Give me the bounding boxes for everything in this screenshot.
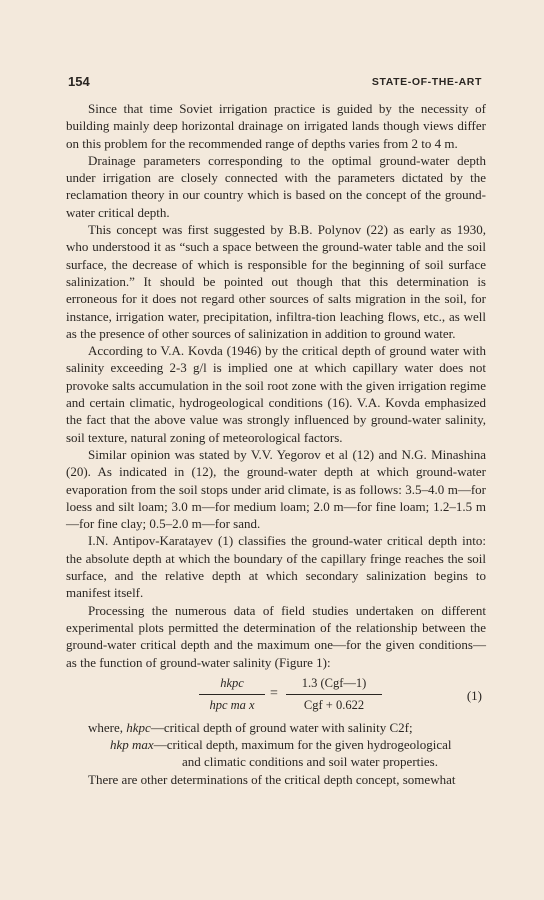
where-line: [66, 719, 486, 736]
where-continuation: and climatic conditions and soil water properties.: [182, 754, 438, 770]
lhs-numerator: hkpc: [199, 675, 265, 695]
where-definition: —critical depth, maximum for the given hydrogeological: [153, 737, 452, 753]
paragraph: This concept was first suggested by B.B. Polynov (22) as early as 1930, who understood it as “such a space between the ground-water table and the soil surface, the decrease of which is responsible for the beginning of soil surface salinization.” It should be pointed out though that this determination is erroneous for it does not regard other sources of salts migration in the soil, for instance, irrigation water, precipitation, infiltra-tion leaching flows, etc., as well as the presence of other sources of salinization in addition to ground water.: [66, 222, 486, 341]
paragraph: Since that time Soviet irrigation practice is guided by the necessity of building mainly deep horizontal drainage on irrigated lands though views differ on this problem for the recommended range of depths varies from 2 to 4 m.: [66, 101, 486, 151]
paragraph: Drainage parameters corresponding to the optimal ground-water depth under irrigation are closely connected with the parameters dictated by the reclamation theory in our country which is based on the concept of the ground-water critical depth.: [66, 152, 486, 220]
where-definition: —critical depth of ground water with salinity C2f;: [150, 719, 413, 735]
paragraph: I.N. Antipov-Karatayev (1) classifies the ground-water critical depth into: the absolute depth at which the boundary of the capillary fringe reaches the soil surface, and the relative depth at which secondary salinization begins to manifest itself.: [66, 533, 486, 601]
where-symbol: hkp max: [110, 737, 154, 753]
where-prefix: where,: [88, 719, 124, 735]
paragraph: Similar opinion was stated by V.V. Yegorov et al (12) and N.G. Minashina (20). As indicated in (12), the ground-water depth at which ground-water evaporation from the soil stops under arid climate, is as follows: 3.5–4.0 m—for loess and silt loam; 3.0 m—for medium loam; 2.0 m—for fine loam; 1.2–1.5 m—for fine clay; 0.5–2.0 m—for sand.: [66, 446, 486, 532]
page-number: 154: [68, 74, 90, 89]
body-text: [66, 100, 486, 788]
paragraph: Processing the numerous data of field studies undertaken on different experimental plots permitted the determination of the relationship between the ground-water critical depth and the maximum one—for the given conditions—as the function of ground-water salinity (Figure 1):: [66, 602, 486, 670]
running-head: STATE-OF-THE-ART: [371, 76, 482, 88]
paragraph: There are other determinations of the critical depth concept, somewhat: [88, 771, 456, 787]
where-line: [66, 736, 486, 771]
rhs-denominator: Cgf + 0.622: [303, 698, 365, 713]
lhs-denominator: hpc ma x: [209, 698, 255, 713]
rhs-numerator: 1.3 (Cgf—1): [286, 675, 382, 695]
page-header: [68, 74, 482, 90]
lhs-fraction: [199, 675, 265, 715]
paragraph: According to V.A. Kovda (1946) by the critical depth of ground water with salinity exceeding 2-3 g/l is implied one at which capillary water does not provoke salts accumulation in the soil root zone with the given irrigation regime and certain climatic, hydrogeological conditions (16). V.A. Kovda emphasized the fact that the above value was strongly influenced by ground-water salinity, soil texture, natural zoning of meteorological factors.: [66, 343, 486, 445]
equation-number: (1): [466, 687, 482, 703]
rhs-fraction: [286, 675, 382, 715]
equation: [66, 675, 486, 715]
where-symbol: hkpc: [126, 719, 151, 735]
equals-sign: =: [270, 685, 278, 701]
